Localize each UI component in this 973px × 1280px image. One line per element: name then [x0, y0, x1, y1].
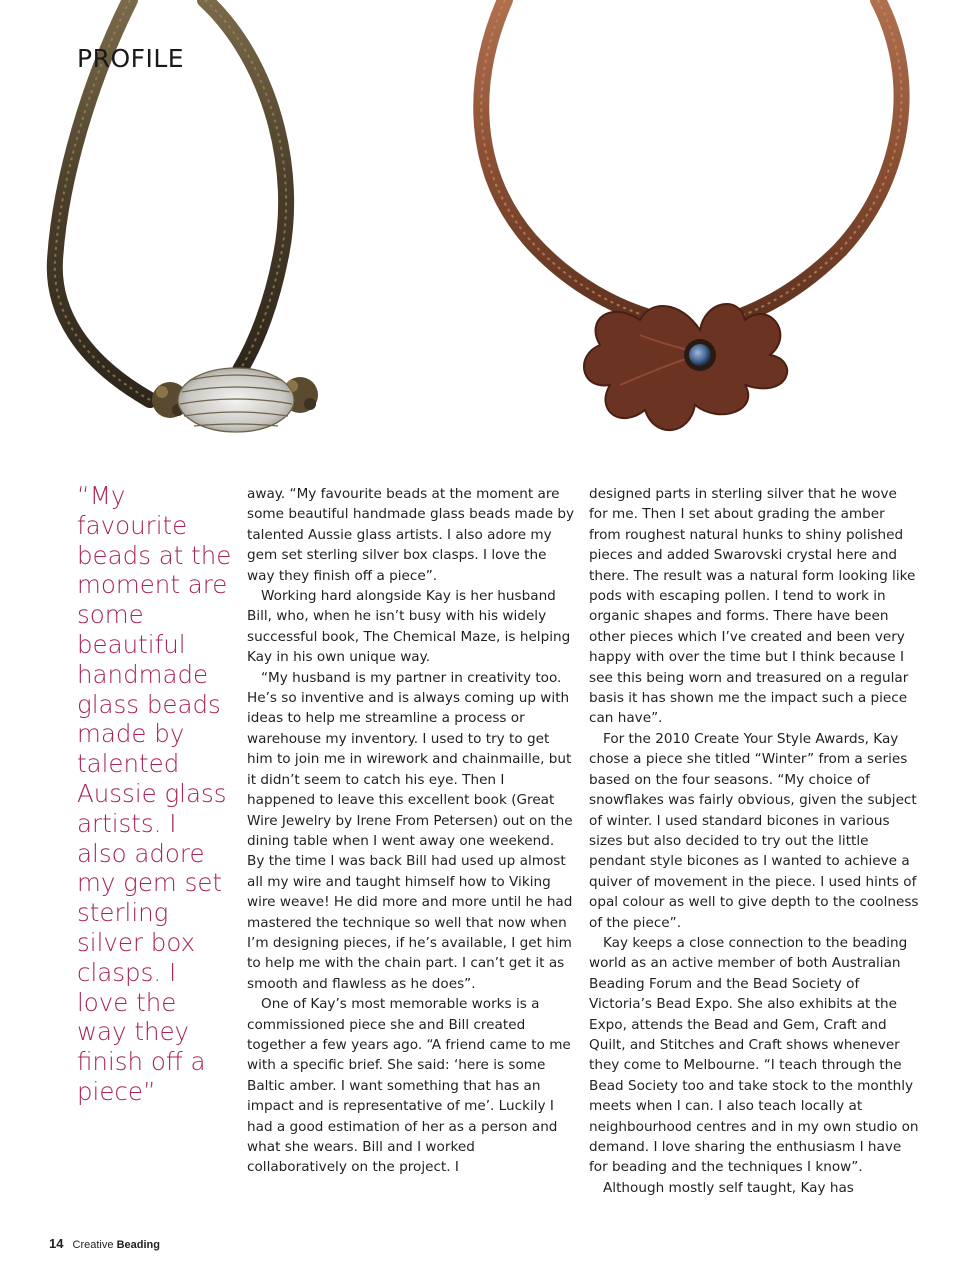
paragraph: Kay keeps a close connection to the beading world as an active member of both Australian Beading Forum and the Bead Society of Victoria’s Bead Expo. She also exhibits at the Expo, attends the Bead and Gem, Craft and Quilt, and Stitches and Craft shows whenever they come to Melbourne. “I teach through the Bead Society too and take stock to the monthly meets when I can. I also teach locally at neighbourhood centres and in my own studio on demand. I love sharing the enthusiasm I have for beading and the techniques I know”. [589, 934, 919, 1176]
magazine-name-prefix: Creative [72, 1239, 114, 1251]
article-column-2 [589, 484, 919, 1198]
article-column-1 [247, 484, 575, 1178]
magazine-name: Beading [116, 1239, 160, 1251]
paragraph: away. “My favourite beads at the moment are some beautiful handmade glass beads made by talented Aussie glass artists. I also adore my gem set sterling silver box clasps. I love the way they finish off a piece”. [247, 486, 575, 584]
paragraph: “My husband is my partner in creativity too. He’s so inventive and is always coming up with ideas to help me streamline a process or warehouse my inventory. I used to try to get him to join me in wirework and chainmaille, but it didn’t seem to catch his eye. Then I happened to leave this excellent book (Great Wire Jewelry by Irene From Petersen) out on the dining table when I went away one weekend. By the time I was back Bill had used up almost all my wire and taught himself how to Viking wire weave! He did more and more until he had mastered the technique so well that now when I’m designing pieces, if he’s available, I get him to help me with the chain part. I can’t get it as smooth and flawless as he does”. [247, 669, 573, 992]
paragraph: Working hard alongside Kay is her husband Bill, who, when he isn’t busy with his widely successful book, The Chemical Maze, is helping Kay in his own unique way. [247, 588, 571, 666]
paragraph: Although mostly self taught, Kay has [603, 1179, 854, 1196]
pull-quote: “My favourite beads at the moment are some beautiful handmade glass beads made by talented Aussie glass artists. I also adore my gem set sterling silver box clasps. I love the way they finish off a piece” [77, 481, 232, 1106]
page-number: 14 [49, 1236, 64, 1251]
page-footer [49, 1236, 160, 1251]
section-label: PROFILE [77, 44, 185, 73]
paragraph: designed parts in sterling silver that he wove for me. Then I set about grading the amber from roughest natural hunks to shiny polished pieces and added Swarovski crystal here and there. The result was a natural form looking like pods with escaping pollen. I tend to work in organic shapes and forms. There have been other pieces which I’ve created and been very happy with over the time but I think because I see this being worn and treasured on a regular basis it has shown me the impact such a piece can have”. [589, 486, 916, 727]
paragraph: For the 2010 Create Your Style Awards, Kay chose a piece she titled “Winter” from a series based on the four seasons. “My choice of snowflakes was fairly obvious, given the subject of winter. I used standard bicones in various sizes but also decided to try out the little pendant style bicones as I wanted to achieve a quiver of movement in the piece. I used hints of opal colour as well to give depth to the coolness of the piece”. [589, 730, 919, 931]
copper-necklace [481, 0, 901, 430]
paragraph: One of Kay’s most memorable works is a commissioned piece she and Bill created together a few years ago. “A friend came to me with a specific brief. She said: ‘here is some Baltic amber. I want something that has an impact and is representative of me’. Luckily I had a good estimation of her as a person and what she wears. Bill and I worked collaboratively on the project. I [247, 996, 571, 1176]
